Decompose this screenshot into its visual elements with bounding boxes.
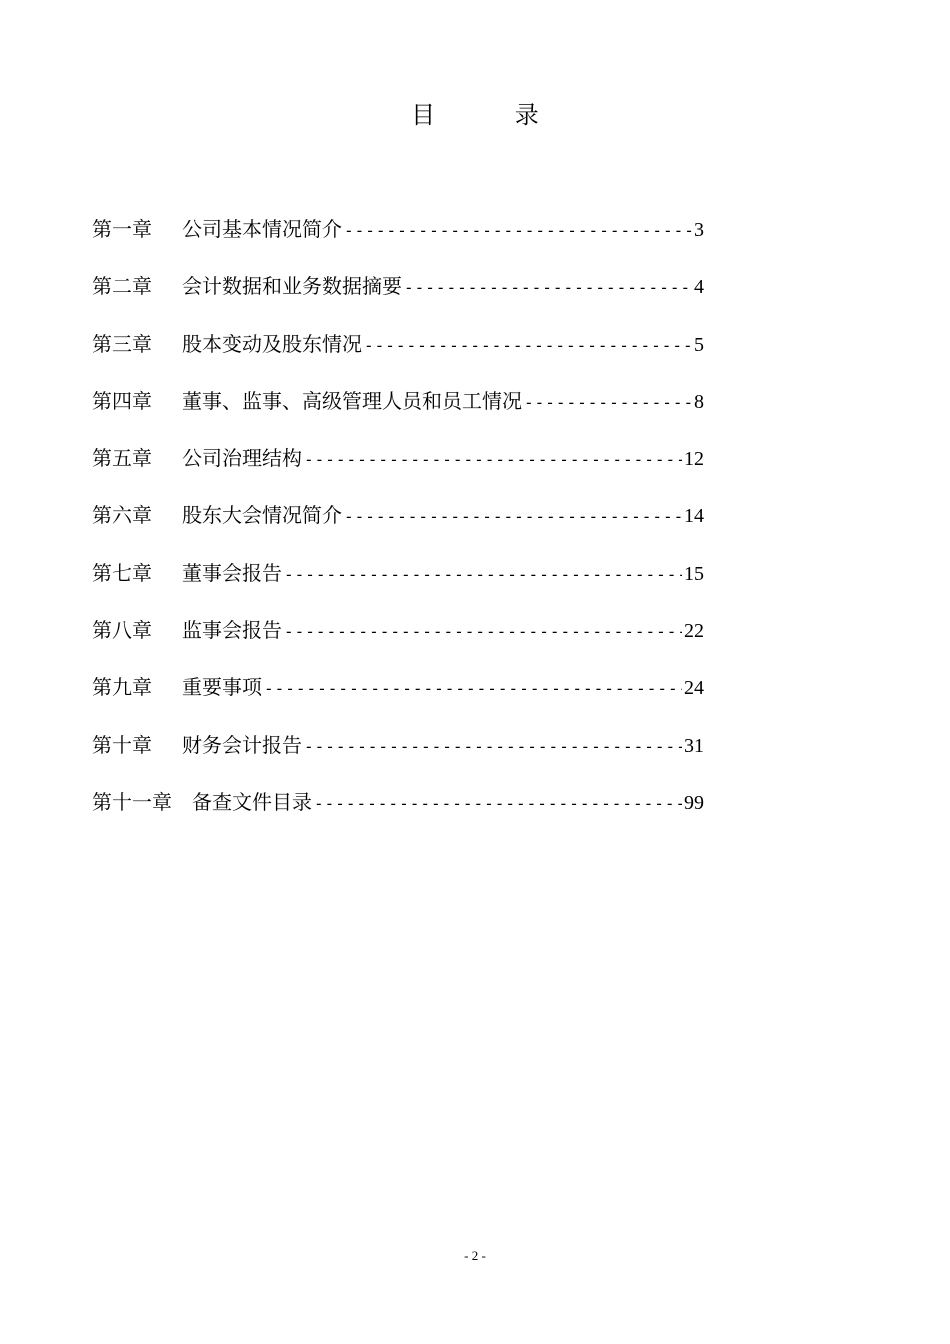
- page-number: 5: [694, 333, 704, 356]
- page-footer-number: - 2 -: [464, 1248, 486, 1263]
- dot-leader: [314, 787, 682, 821]
- dot-leader: [344, 500, 682, 534]
- chapter-title: 股本变动及股东情况: [182, 331, 362, 356]
- chapter-number: 第二章: [92, 274, 152, 299]
- page-number: 4: [694, 276, 704, 299]
- chapter-title: 备查文件目录: [192, 789, 312, 814]
- dot-leader: [284, 558, 682, 592]
- page-number: 31: [684, 734, 704, 757]
- dot-leader: [304, 443, 682, 477]
- page-number: 99: [684, 791, 704, 814]
- page-number: 24: [684, 677, 704, 700]
- chapter-title: 股东大会情况简介: [182, 503, 342, 528]
- chapter-number: 第四章: [92, 388, 152, 413]
- toc-entry-9[interactable]: [92, 670, 704, 727]
- chapter-number: 第十一章: [92, 789, 172, 814]
- toc-entry-7[interactable]: [92, 556, 704, 613]
- page-number: 14: [684, 505, 704, 528]
- dot-leader: [524, 386, 692, 420]
- chapter-number: 第九章: [92, 675, 152, 700]
- page-number: 12: [684, 448, 704, 471]
- chapter-number: 第十章: [92, 732, 152, 757]
- page-number: 22: [684, 620, 704, 643]
- toc-entry-8[interactable]: [92, 613, 704, 670]
- dot-leader: [404, 271, 692, 305]
- chapter-title: 董事会报告: [182, 560, 282, 585]
- toc-entry-10[interactable]: [92, 728, 704, 785]
- chapter-title: 公司基本情况简介: [182, 217, 342, 241]
- chapter-title: 监事会报告: [182, 618, 282, 643]
- chapter-title: 公司治理结构: [182, 446, 302, 471]
- page-number: 3: [694, 219, 704, 241]
- chapter-title: 会计数据和业务数据摘要: [182, 274, 402, 299]
- table-of-contents: [92, 212, 704, 842]
- page-number: 15: [684, 562, 704, 585]
- toc-entry-4[interactable]: [92, 384, 704, 441]
- dot-leader: [284, 615, 682, 649]
- chapter-title: 重要事项: [182, 675, 262, 700]
- toc-entry-1[interactable]: [92, 212, 704, 269]
- page-number: 8: [694, 390, 704, 413]
- page-title: 目 录: [411, 101, 575, 129]
- chapter-number: 第六章: [92, 503, 152, 528]
- chapter-number: 第一章: [92, 217, 152, 241]
- chapter-number: 第七章: [92, 560, 152, 585]
- chapter-title: 财务会计报告: [182, 732, 302, 757]
- dot-leader: [344, 214, 692, 248]
- dot-leader: [304, 730, 682, 764]
- dot-leader: [364, 329, 692, 363]
- toc-entry-11[interactable]: [92, 785, 704, 842]
- toc-entry-2[interactable]: [92, 269, 704, 326]
- toc-entry-5[interactable]: [92, 441, 704, 498]
- toc-entry-3[interactable]: [92, 327, 704, 384]
- chapter-title: 董事、监事、高级管理人员和员工情况: [182, 388, 522, 413]
- toc-entry-6[interactable]: [92, 498, 704, 555]
- chapter-number: 第三章: [92, 331, 152, 356]
- chapter-number: 第八章: [92, 618, 152, 643]
- chapter-number: 第五章: [92, 446, 152, 471]
- dot-leader: [264, 672, 682, 706]
